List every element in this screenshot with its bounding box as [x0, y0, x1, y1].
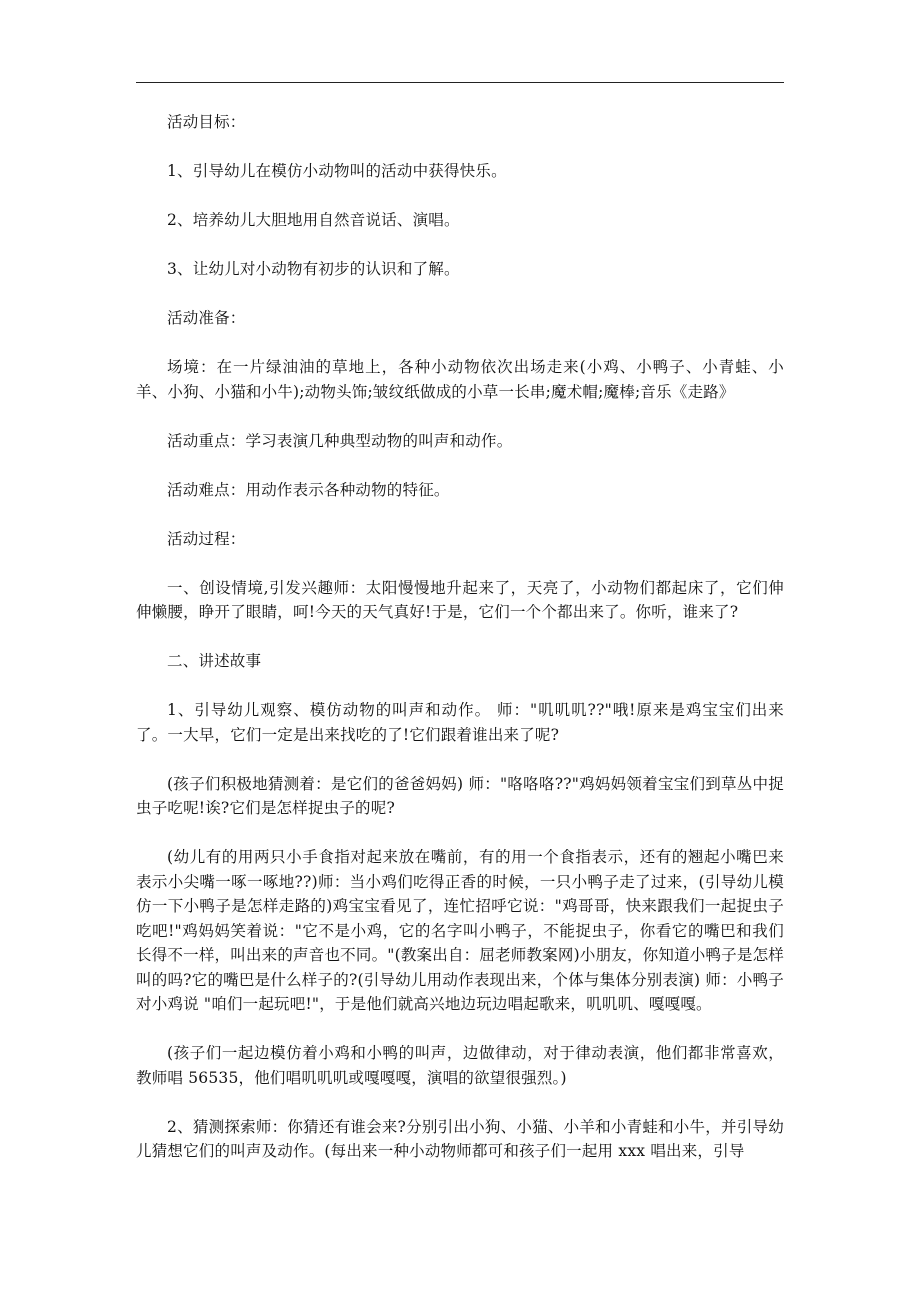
goal-item-1: 1、引导幼儿在模仿小动物叫的活动中获得快乐。 [167, 162, 507, 180]
document-body [136, 110, 784, 1188]
story-paragraph-4: (孩子们一起边模仿着小鸡和小鸭的叫声，边做律动，对于律动表演，他们都非常喜欢，教师唱 56535，他们唱叽叽叽或嘎嘎嘎，演唱的欲望很强烈。) [136, 1044, 784, 1087]
story-paragraph-1: 1、引导幼儿观察、模仿动物的叫声和动作。 师："叽叽叽??"哦!原来是鸡宝宝们出来了。一大早，它们一定是出来找吃的了!它们跟着谁出来了呢? [136, 701, 784, 744]
story-paragraph-5: 2、猜测探索师：你猜还有谁会来?分别引出小狗、小猫、小羊和小青蛙和小牛，并引导幼儿猜想它们的叫声及动作。(每出来一种小动物师都可和孩子们一起用 xxx 唱出来，引导 [136, 1117, 784, 1160]
activity-key-point: 活动重点：学习表演几种典型动物的叫声和动作。 [167, 431, 513, 450]
heading-activity-goals: 活动目标： [167, 113, 246, 131]
heading-activity-process: 活动过程： [167, 529, 246, 548]
story-paragraph-3: (幼儿有的用两只小手食指对起来放在嘴前，有的用一个食指表示，还有的翘起小嘴巴来表示小尖嘴一啄一啄地??)师：当小鸡们吃得正香的时候，一只小鸭子走了过来，(引导幼儿模仿一下小鸭子是怎样走路的)鸡宝宝看见了，连忙招呼它说："鸡哥哥，快来跟我们一起捉虫子吃吧!"鸡妈妈笑着说："它不是小鸡，它的名字叫小鸭子，不能捉虫子，你看它的嘴巴和我们长得不一样，叫出来的声音也不同。"(教案出自：屈老师教案网)小朋友，你知道小鸭子是怎样叫的吗?它的嘴巴是什么样子的?(引导幼儿用动作表现出来，个体与集体分别表演) 师：小鸭子对小鸡说 "咱们一起玩吧!"，于是他们就高兴地边玩边唱起歌来，叽叽叽、嘎嘎嘎。 [136, 848, 784, 1013]
process-step-1: 一、创设情境,引发兴趣师：太阳慢慢地升起来了，天亮了，小动物们都起床了，它们伸伸懒腰，睁开了眼睛，呵!今天的天气真好!于是，它们一个个都出来了。你听，谁来了? [136, 578, 784, 621]
story-paragraph-2: (孩子们积极地猜测着：是它们的爸爸妈妈) 师："咯咯咯??"鸡妈妈领着宝宝们到草丛中捉虫子吃呢!诶?它们是怎样捉虫子的呢? [136, 774, 784, 817]
goal-item-3: 3、让幼儿对小动物有初步的认识和了解。 [167, 260, 460, 278]
process-step-2-heading: 二、讲述故事 [167, 652, 262, 670]
header-rule [136, 82, 784, 83]
heading-activity-preparation: 活动准备： [167, 309, 246, 327]
activity-difficulty: 活动难点：用动作表示各种动物的特征。 [167, 480, 450, 499]
goal-item-2: 2、培养幼儿大胆地用自然音说话、演唱。 [167, 211, 460, 229]
preparation-scene: 场境：在一片绿油油的草地上，各种小动物依次出场走来(小鸡、小鸭子、小青蛙、小羊、小狗、小猫和小牛);动物头饰;皱纹纸做成的小草一长串;魔术帽;魔棒;音乐《走路》 [136, 358, 784, 401]
